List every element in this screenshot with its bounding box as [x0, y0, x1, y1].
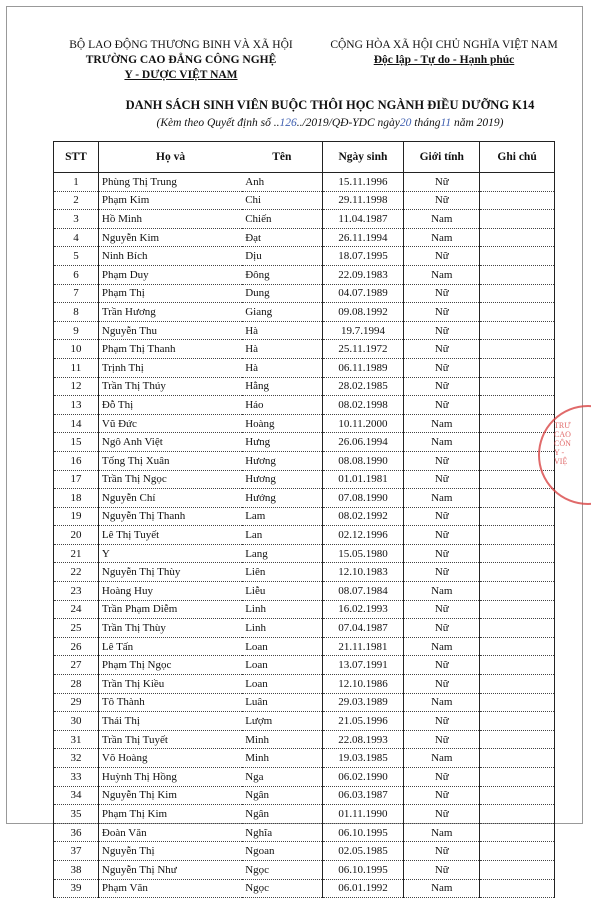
- cell-ho: Nguyễn Kim: [98, 228, 242, 247]
- table-row: [54, 191, 555, 210]
- cell-ho: Lê Tấn: [98, 637, 242, 656]
- table-row: [54, 507, 555, 526]
- cell-stt: 2: [54, 191, 99, 210]
- cell-ngay-sinh: 10.11.2000: [322, 414, 404, 433]
- cell-ten: Loan: [242, 637, 322, 656]
- cell-stt: 24: [54, 600, 99, 619]
- cell-stt: 12: [54, 377, 99, 396]
- cell-ho: Vũ Đức: [98, 414, 242, 433]
- cell-stt: 18: [54, 489, 99, 508]
- cell-ho: Ngô Anh Việt: [98, 433, 242, 452]
- cell-ten: Loan: [242, 656, 322, 675]
- cell-stt: 15: [54, 433, 99, 452]
- cell-gioi-tinh: Nữ: [404, 860, 480, 879]
- cell-ten: Giang: [242, 303, 322, 322]
- cell-stt: 1: [54, 173, 99, 192]
- cell-gioi-tinh: Nam: [404, 693, 480, 712]
- cell-ten: Hưng: [242, 433, 322, 452]
- cell-stt: 19: [54, 507, 99, 526]
- cell-stt: 14: [54, 414, 99, 433]
- cell-ghi-chu: [480, 377, 555, 396]
- cell-gioi-tinh: Nam: [404, 228, 480, 247]
- table-row: [54, 730, 555, 749]
- cell-ho: Nguyễn Thị Thanh: [98, 507, 242, 526]
- cell-ho: Trần Thị Thúy: [98, 377, 242, 396]
- cell-ho: Trần Thị Thùy: [98, 619, 242, 638]
- cell-ngay-sinh: 06.02.1990: [322, 768, 404, 787]
- cell-gioi-tinh: Nam: [404, 879, 480, 898]
- cell-stt: 17: [54, 470, 99, 489]
- cell-ngay-sinh: 01.11.1990: [322, 805, 404, 824]
- cell-ngay-sinh: 19.7.1994: [322, 321, 404, 340]
- cell-ghi-chu: [480, 805, 555, 824]
- table-row: [54, 712, 555, 731]
- cell-ho: Hồ Minh: [98, 210, 242, 229]
- cell-stt: 35: [54, 805, 99, 824]
- cell-ten: Hà: [242, 321, 322, 340]
- cell-ghi-chu: [480, 582, 555, 601]
- cell-gioi-tinh: Nam: [404, 823, 480, 842]
- cell-ngay-sinh: 22.08.1993: [322, 730, 404, 749]
- cell-ho: Tô Thành: [98, 693, 242, 712]
- cell-stt: 10: [54, 340, 99, 359]
- cell-ghi-chu: [480, 823, 555, 842]
- header-right: [300, 38, 588, 68]
- cell-gioi-tinh: Nữ: [404, 358, 480, 377]
- cell-ho: Võ Hoàng: [98, 749, 242, 768]
- table-row: [54, 805, 555, 824]
- school-name: TRƯỜNG CAO ĐẲNG CÔNG NGHỆ: [85, 54, 277, 66]
- cell-stt: 27: [54, 656, 99, 675]
- cell-ten: Ngọc: [242, 879, 322, 898]
- cell-stt: 6: [54, 265, 99, 284]
- cell-gioi-tinh: Nam: [404, 749, 480, 768]
- cell-gioi-tinh: Nữ: [404, 377, 480, 396]
- cell-ghi-chu: [480, 842, 555, 861]
- table-row: [54, 396, 555, 415]
- cell-ten: Minh: [242, 749, 322, 768]
- cell-ten: Hương: [242, 451, 322, 470]
- cell-ten: Đạt: [242, 228, 322, 247]
- cell-gioi-tinh: Nữ: [404, 321, 480, 340]
- header-stt: STT: [54, 142, 99, 173]
- cell-ghi-chu: [480, 358, 555, 377]
- cell-gioi-tinh: Nam: [404, 210, 480, 229]
- cell-ngay-sinh: 06.01.1992: [322, 879, 404, 898]
- cell-ten: Loan: [242, 675, 322, 694]
- table-row: [54, 526, 555, 545]
- header-ten: Tên: [242, 142, 322, 173]
- cell-gioi-tinh: Nữ: [404, 340, 480, 359]
- cell-ghi-chu: [480, 284, 555, 303]
- cell-ngay-sinh: 12.10.1986: [322, 675, 404, 694]
- cell-gioi-tinh: Nữ: [404, 730, 480, 749]
- cell-ten: Chiến: [242, 210, 322, 229]
- cell-gioi-tinh: Nữ: [404, 675, 480, 694]
- cell-ho: Phạm Thị Thanh: [98, 340, 242, 359]
- cell-ngay-sinh: 26.11.1994: [322, 228, 404, 247]
- cell-ten: Liễu: [242, 582, 322, 601]
- cell-ngay-sinh: 08.02.1992: [322, 507, 404, 526]
- cell-ho: Nguyễn Thị Như: [98, 860, 242, 879]
- cell-ho: Hoàng Huy: [98, 582, 242, 601]
- school-name-2: Y - DƯỢC VIỆT NAM: [124, 69, 238, 81]
- cell-gioi-tinh: Nữ: [404, 544, 480, 563]
- decision-day: 20: [399, 117, 412, 129]
- table-row: [54, 749, 555, 768]
- cell-ten: Hướng: [242, 489, 322, 508]
- table-row: [54, 768, 555, 787]
- table-row: [54, 433, 555, 452]
- table-row: [54, 284, 555, 303]
- cell-ho: Phạm Kim: [98, 191, 242, 210]
- cell-gioi-tinh: Nữ: [404, 842, 480, 861]
- table-header-row: [54, 142, 555, 173]
- cell-stt: 34: [54, 786, 99, 805]
- cell-ngay-sinh: 06.10.1995: [322, 823, 404, 842]
- table-row: [54, 786, 555, 805]
- cell-ngay-sinh: 26.06.1994: [322, 433, 404, 452]
- cell-ghi-chu: [480, 265, 555, 284]
- cell-stt: 28: [54, 675, 99, 694]
- cell-stt: 16: [54, 451, 99, 470]
- cell-ten: Hương: [242, 470, 322, 489]
- cell-ngay-sinh: 06.11.1989: [322, 358, 404, 377]
- cell-ngay-sinh: 09.08.1992: [322, 303, 404, 322]
- header-ho: Họ và: [98, 142, 242, 173]
- table-row: [54, 321, 555, 340]
- cell-ten: Ngoan: [242, 842, 322, 861]
- cell-stt: 25: [54, 619, 99, 638]
- table-row: [54, 358, 555, 377]
- cell-ten: Nghĩa: [242, 823, 322, 842]
- cell-gioi-tinh: Nữ: [404, 526, 480, 545]
- table-row: [54, 228, 555, 247]
- cell-ho: Trần Phạm Diễm: [98, 600, 242, 619]
- cell-stt: 9: [54, 321, 99, 340]
- cell-gioi-tinh: Nam: [404, 637, 480, 656]
- cell-ten: Liên: [242, 563, 322, 582]
- cell-stt: 5: [54, 247, 99, 266]
- cell-ngay-sinh: 16.02.1993: [322, 600, 404, 619]
- cell-ho: Trần Hương: [98, 303, 242, 322]
- cell-ten: Hoàng: [242, 414, 322, 433]
- cell-gioi-tinh: Nữ: [404, 470, 480, 489]
- cell-gioi-tinh: Nữ: [404, 786, 480, 805]
- table-row: [54, 823, 555, 842]
- cell-stt: 37: [54, 842, 99, 861]
- cell-ten: Linh: [242, 619, 322, 638]
- cell-stt: 32: [54, 749, 99, 768]
- cell-ngay-sinh: 29.11.1998: [322, 191, 404, 210]
- cell-gioi-tinh: Nữ: [404, 768, 480, 787]
- table-row: [54, 842, 555, 861]
- cell-ho: Nguyễn Thị: [98, 842, 242, 861]
- table-row: [54, 693, 555, 712]
- cell-ho: Tống Thị Xuân: [98, 451, 242, 470]
- cell-ghi-chu: [480, 860, 555, 879]
- table-row: [54, 340, 555, 359]
- cell-gioi-tinh: Nữ: [404, 451, 480, 470]
- cell-ngay-sinh: 11.04.1987: [322, 210, 404, 229]
- cell-ten: Ngân: [242, 805, 322, 824]
- cell-stt: 33: [54, 768, 99, 787]
- cell-ghi-chu: [480, 768, 555, 787]
- cell-ten: Lan: [242, 526, 322, 545]
- cell-ngay-sinh: 08.07.1984: [322, 582, 404, 601]
- cell-ghi-chu: [480, 526, 555, 545]
- cell-ho: Nguyễn Thị Kim: [98, 786, 242, 805]
- cell-ngay-sinh: 15.05.1980: [322, 544, 404, 563]
- header-gioi-tinh: Giới tính: [404, 142, 480, 173]
- cell-stt: 38: [54, 860, 99, 879]
- cell-ghi-chu: [480, 489, 555, 508]
- cell-stt: 36: [54, 823, 99, 842]
- cell-stt: 23: [54, 582, 99, 601]
- cell-gioi-tinh: Nữ: [404, 396, 480, 415]
- cell-ho: Phạm Văn: [98, 879, 242, 898]
- cell-gioi-tinh: Nữ: [404, 619, 480, 638]
- cell-ngay-sinh: 29.03.1989: [322, 693, 404, 712]
- cell-ho: Thái Thị: [98, 712, 242, 731]
- cell-ten: Lam: [242, 507, 322, 526]
- cell-ten: Nga: [242, 768, 322, 787]
- cell-ngay-sinh: 21.05.1996: [322, 712, 404, 731]
- table-row: [54, 544, 555, 563]
- cell-ghi-chu: [480, 303, 555, 322]
- table-row: [54, 879, 555, 898]
- cell-ngay-sinh: 04.07.1989: [322, 284, 404, 303]
- cell-ngay-sinh: 02.12.1996: [322, 526, 404, 545]
- cell-gioi-tinh: Nữ: [404, 284, 480, 303]
- header-left: [60, 38, 302, 83]
- cell-ten: Dung: [242, 284, 322, 303]
- cell-gioi-tinh: Nữ: [404, 805, 480, 824]
- cell-ghi-chu: [480, 396, 555, 415]
- cell-stt: 30: [54, 712, 99, 731]
- cell-ten: Chi: [242, 191, 322, 210]
- cell-ghi-chu: [480, 693, 555, 712]
- cell-ngay-sinh: 22.09.1983: [322, 265, 404, 284]
- cell-ten: Đông: [242, 265, 322, 284]
- table-row: [54, 303, 555, 322]
- document-title: DANH SÁCH SINH VIÊN BUỘC THÔI HỌC NGÀNH ĐIỀU DƯỠNG K14: [125, 98, 535, 112]
- cell-ghi-chu: [480, 507, 555, 526]
- cell-ngay-sinh: 15.11.1996: [322, 173, 404, 192]
- cell-stt: 3: [54, 210, 99, 229]
- cell-gioi-tinh: Nam: [404, 414, 480, 433]
- cell-ngay-sinh: 06.03.1987: [322, 786, 404, 805]
- cell-ghi-chu: [480, 210, 555, 229]
- cell-ngay-sinh: 07.04.1987: [322, 619, 404, 638]
- cell-stt: 4: [54, 228, 99, 247]
- table-row: [54, 600, 555, 619]
- cell-ngay-sinh: 13.07.1991: [322, 656, 404, 675]
- table-row: [54, 489, 555, 508]
- cell-gioi-tinh: Nam: [404, 582, 480, 601]
- cell-ghi-chu: [480, 544, 555, 563]
- cell-ho: Phạm Thị Kim: [98, 805, 242, 824]
- cell-ho: Huỳnh Thị Hồng: [98, 768, 242, 787]
- cell-gioi-tinh: Nữ: [404, 191, 480, 210]
- cell-ngay-sinh: 02.05.1985: [322, 842, 404, 861]
- table-row: [54, 451, 555, 470]
- cell-ngay-sinh: 08.08.1990: [322, 451, 404, 470]
- cell-ho: Phùng Thị Trung: [98, 173, 242, 192]
- country-name: CỘNG HÒA XÃ HỘI CHỦ NGHĨA VIỆT NAM: [330, 39, 558, 51]
- cell-ghi-chu: [480, 173, 555, 192]
- cell-stt: 7: [54, 284, 99, 303]
- cell-gioi-tinh: Nữ: [404, 656, 480, 675]
- header-ngay-sinh: Ngày sinh: [322, 142, 404, 173]
- table-row: [54, 377, 555, 396]
- cell-ghi-chu: [480, 228, 555, 247]
- table-row: [54, 675, 555, 694]
- cell-ten: Hà: [242, 340, 322, 359]
- cell-ho: Nguyễn Thu: [98, 321, 242, 340]
- table-row: [54, 619, 555, 638]
- cell-stt: 11: [54, 358, 99, 377]
- cell-ten: Linh: [242, 600, 322, 619]
- student-table: [53, 141, 555, 898]
- cell-ngay-sinh: 01.01.1981: [322, 470, 404, 489]
- cell-gioi-tinh: Nữ: [404, 507, 480, 526]
- cell-gioi-tinh: Nam: [404, 265, 480, 284]
- cell-ten: Minh: [242, 730, 322, 749]
- ministry-name: BỘ LAO ĐỘNG THƯƠNG BINH VÀ XÃ HỘI: [69, 39, 293, 51]
- cell-gioi-tinh: Nữ: [404, 247, 480, 266]
- cell-ngay-sinh: 28.02.1985: [322, 377, 404, 396]
- cell-stt: 29: [54, 693, 99, 712]
- cell-ten: Lang: [242, 544, 322, 563]
- cell-ho: Nguyễn Thị Thùy: [98, 563, 242, 582]
- cell-stt: 26: [54, 637, 99, 656]
- cell-ho: Phạm Thị: [98, 284, 242, 303]
- cell-ngay-sinh: 21.11.1981: [322, 637, 404, 656]
- cell-ghi-chu: [480, 619, 555, 638]
- table-row: [54, 414, 555, 433]
- cell-gioi-tinh: Nữ: [404, 303, 480, 322]
- decision-number: 126: [279, 117, 297, 129]
- cell-gioi-tinh: Nữ: [404, 600, 480, 619]
- table-row: [54, 247, 555, 266]
- cell-ten: Ngọc: [242, 860, 322, 879]
- cell-ghi-chu: [480, 749, 555, 768]
- red-stamp: TRƯ CAO CÔN Y - VIỆ: [538, 405, 591, 505]
- cell-ho: Trần Thị Ngọc: [98, 470, 242, 489]
- cell-stt: 8: [54, 303, 99, 322]
- cell-ghi-chu: [480, 637, 555, 656]
- cell-stt: 22: [54, 563, 99, 582]
- table-row: [54, 173, 555, 192]
- cell-ten: Anh: [242, 173, 322, 192]
- cell-ngay-sinh: 25.11.1972: [322, 340, 404, 359]
- cell-ngay-sinh: 19.03.1985: [322, 749, 404, 768]
- cell-ghi-chu: [480, 675, 555, 694]
- cell-ghi-chu: [480, 563, 555, 582]
- cell-ho: Nguyễn Chí: [98, 489, 242, 508]
- cell-gioi-tinh: Nam: [404, 489, 480, 508]
- cell-ghi-chu: [480, 786, 555, 805]
- cell-ho: Lê Thị Tuyết: [98, 526, 242, 545]
- document-subtitle: (Kèm theo Quyết định số ..126../2019/QĐ-YDC ngày20 tháng11 năm 2019): [156, 117, 504, 129]
- cell-ngay-sinh: 08.02.1998: [322, 396, 404, 415]
- cell-ho: Phạm Thị Ngọc: [98, 656, 242, 675]
- cell-ten: Ngân: [242, 786, 322, 805]
- cell-stt: 39: [54, 879, 99, 898]
- cell-stt: 31: [54, 730, 99, 749]
- cell-ten: Hằng: [242, 377, 322, 396]
- cell-ngay-sinh: 12.10.1983: [322, 563, 404, 582]
- cell-ho: Trần Thị Kiều: [98, 675, 242, 694]
- cell-ho: Trần Thị Tuyết: [98, 730, 242, 749]
- cell-ho: Phạm Duy: [98, 265, 242, 284]
- cell-ngay-sinh: 07.08.1990: [322, 489, 404, 508]
- cell-stt: 20: [54, 526, 99, 545]
- decision-month: 11: [440, 117, 452, 129]
- cell-ghi-chu: [480, 340, 555, 359]
- cell-ghi-chu: [480, 191, 555, 210]
- cell-ho: Đoàn Văn: [98, 823, 242, 842]
- cell-ten: Hà: [242, 358, 322, 377]
- cell-ghi-chu: [480, 879, 555, 898]
- cell-ngay-sinh: 06.10.1995: [322, 860, 404, 879]
- cell-ho: Trịnh Thị: [98, 358, 242, 377]
- cell-ghi-chu: [480, 600, 555, 619]
- cell-stt: 13: [54, 396, 99, 415]
- cell-ghi-chu: [480, 712, 555, 731]
- table-row: [54, 637, 555, 656]
- table-row: [54, 582, 555, 601]
- table-row: [54, 563, 555, 582]
- table-row: [54, 470, 555, 489]
- cell-ho: Đỗ Thị: [98, 396, 242, 415]
- table-row: [54, 656, 555, 675]
- cell-ghi-chu: [480, 247, 555, 266]
- cell-gioi-tinh: Nam: [404, 433, 480, 452]
- cell-ho: Y: [98, 544, 242, 563]
- table-row: [54, 210, 555, 229]
- cell-ten: Hảo: [242, 396, 322, 415]
- cell-ten: Dịu: [242, 247, 322, 266]
- cell-ten: Luân: [242, 693, 322, 712]
- cell-ghi-chu: [480, 321, 555, 340]
- table-row: [54, 265, 555, 284]
- cell-ten: Lượm: [242, 712, 322, 731]
- cell-gioi-tinh: Nữ: [404, 173, 480, 192]
- cell-ho: Ninh Bích: [98, 247, 242, 266]
- header-ghi-chu: Ghi chú: [480, 142, 555, 173]
- cell-gioi-tinh: Nữ: [404, 563, 480, 582]
- motto: Độc lập - Tự do - Hạnh phúc: [373, 54, 515, 66]
- cell-ghi-chu: [480, 730, 555, 749]
- cell-ghi-chu: [480, 656, 555, 675]
- cell-ngay-sinh: 18.07.1995: [322, 247, 404, 266]
- table-row: [54, 860, 555, 879]
- cell-stt: 21: [54, 544, 99, 563]
- cell-gioi-tinh: Nữ: [404, 712, 480, 731]
